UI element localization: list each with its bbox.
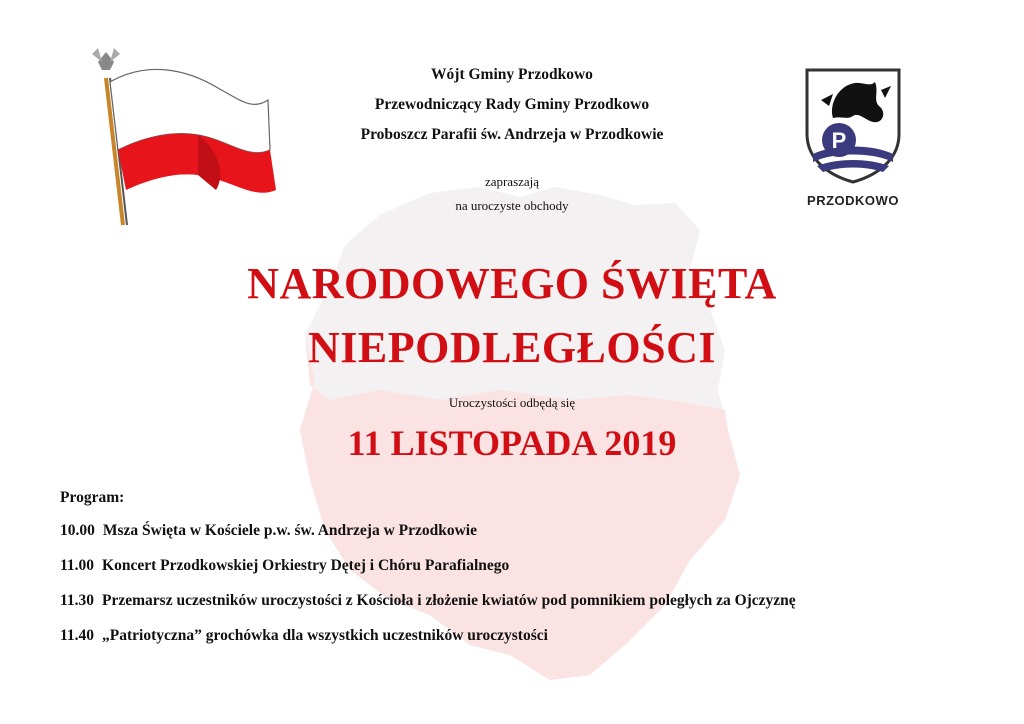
event-date: 11 LISTOPADA 2019	[347, 423, 677, 463]
program-item	[60, 590, 796, 612]
header-line-council-chair: Przewodniczący Rady Gminy Przodkowo	[374, 96, 650, 113]
header-line-parish-priest: Proboszcz Parafii św. Andrzeja w Przodkowie	[360, 126, 664, 143]
program-item-text: Koncert Przodkowskiej Orkiestry Dętej i Chóru Parafialnego	[102, 557, 510, 574]
event-title	[0, 252, 1024, 380]
program-item-time: 10.00	[60, 522, 95, 539]
header-line-mayor: Wójt Gminy Przodkowo	[431, 66, 593, 83]
event-title-line-2: NIEPODLEGŁOŚCI	[308, 323, 716, 372]
program-item	[60, 555, 796, 577]
program-item-time: 11.40	[60, 627, 95, 644]
program-item-time: 11.00	[60, 557, 95, 574]
event-title-line-1: NARODOWEGO ŚWIĘTA	[247, 259, 777, 308]
program-item-text: „Patriotyczna” grochówka dla wszystkich uczestników uroczystości	[102, 627, 548, 644]
program-item-text: Przemarsz uczestników uroczystości z Kościoła i złożenie kwiatów pod pomnikiem poległych za Ojczyznę	[102, 592, 796, 609]
celebrations-text: Uroczystości odbędą się	[448, 395, 576, 410]
invite-line-1: zapraszają	[484, 174, 540, 189]
program-item-text: Msza Święta w Kościele p.w. św. Andrzeja w Przodkowie	[102, 522, 477, 539]
program-item	[60, 520, 796, 542]
header	[0, 60, 1024, 218]
invite-line-2: na uroczyste obchody	[455, 198, 569, 213]
program-title: Program:	[60, 489, 125, 506]
program-item	[60, 625, 796, 647]
program-section	[60, 487, 796, 660]
program-item-time: 11.30	[60, 592, 95, 609]
crest-letter: P	[831, 128, 847, 153]
crest-label: PRZODKOWO	[807, 193, 899, 208]
